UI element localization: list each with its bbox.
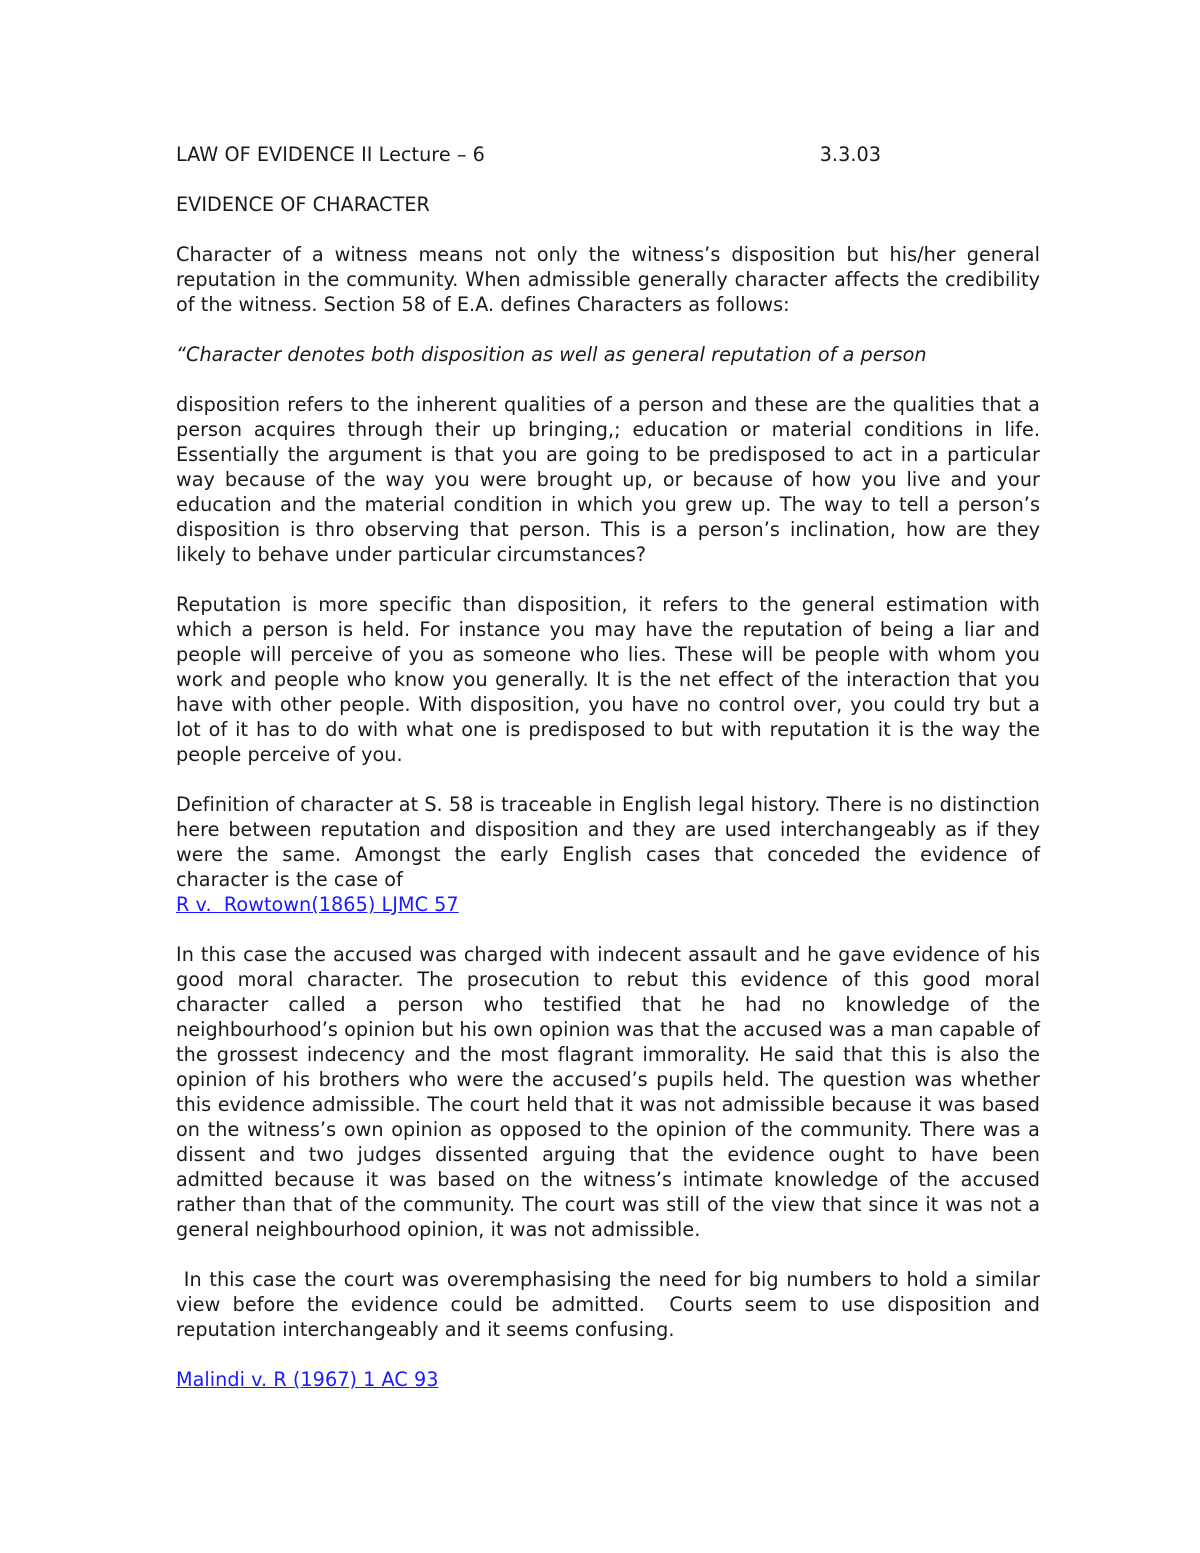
- paragraph-character-definition: Character of a witness means not only the witness’s disposition but his/her general reputation in the community. When admissible generally character affects the credibility of the witness. Section 58 of E.A. defines Characters as follows:: [176, 243, 1040, 316]
- document-header: [176, 142, 881, 167]
- paragraph-history: [176, 792, 1040, 917]
- section-heading: EVIDENCE OF CHARACTER: [176, 193, 430, 216]
- paragraph-reputation: Reputation is more specific than disposition, it refers to the general estimation with which a person is held. For instance you may have the reputation of being a liar and people will perceive of you as someone who lies. These will be people with whom you work and people who know you generally. It is the net effect of the interaction that you have with other people. With disposition, you have no control over, you could try but a lot of it has to do with what one is predisposed to but with reputation it is the way the people perceive of you.: [176, 593, 1040, 766]
- section-58-quote: “Character denotes both disposition as well as general reputation of a person: [176, 343, 927, 366]
- document-page: [176, 142, 1047, 1392]
- lecture-date: 3.3.03: [819, 143, 881, 166]
- lecture-title: LAW OF EVIDENCE II Lecture – 6: [176, 143, 485, 166]
- paragraph-commentary: In this case the court was overemphasising the need for big numbers to hold a similar view before the evidence could be admitted. Courts seem to use disposition and reputation interchangeably and it seems confusing.: [176, 1268, 1047, 1341]
- case-link-container: [176, 1367, 1040, 1392]
- case-link-malindi[interactable]: Malindi v. R (1967) 1 AC 93: [176, 1368, 439, 1391]
- case-link-rowtown[interactable]: R v. Rowtown(1865) LJMC 57: [176, 893, 459, 916]
- paragraph-disposition: disposition refers to the inherent qualities of a person and these are the qualities that a person acquires through their up bringing,; education or material conditions in life. Essentially the argument is that you are going to be predisposed to act in a particular way because of the way you were brought up, or because of how you live and your education and the material condition in which you grew up. The way to tell a person’s disposition is thro observing that person. This is a person’s inclination, how are they likely to behave under particular circumstances?: [176, 393, 1040, 566]
- paragraph-rowtown-facts: In this case the accused was charged with indecent assault and he gave evidence of his good moral character. The prosecution to rebut this evidence of this good moral character called a person who testified that he had no knowledge of the neighbourhood’s opinion but his own opinion was that the accused was a man capable of the grossest indecency and the most flagrant immorality. He said that this is also the opinion of his brothers who were the accused’s pupils held. The question was whether this evidence admissible. The court held that it was not admissible because it was based on the witness’s own opinion as opposed to the opinion of the community. There was a dissent and two judges dissented arguing that the evidence ought to have been admitted because it was based on the witness’s intimate knowledge of the accused rather than that of the community. The court was still of the view that since it was not a general neighbourhood opinion, it was not admissible.: [176, 943, 1040, 1241]
- paragraph-history-text: Definition of character at S. 58 is traceable in English legal history. There is no distinction here between reputation and disposition and they are used interchangeably as if they were the same. Amongst the early English cases that conceded the evidence of character is the case of: [176, 793, 1040, 891]
